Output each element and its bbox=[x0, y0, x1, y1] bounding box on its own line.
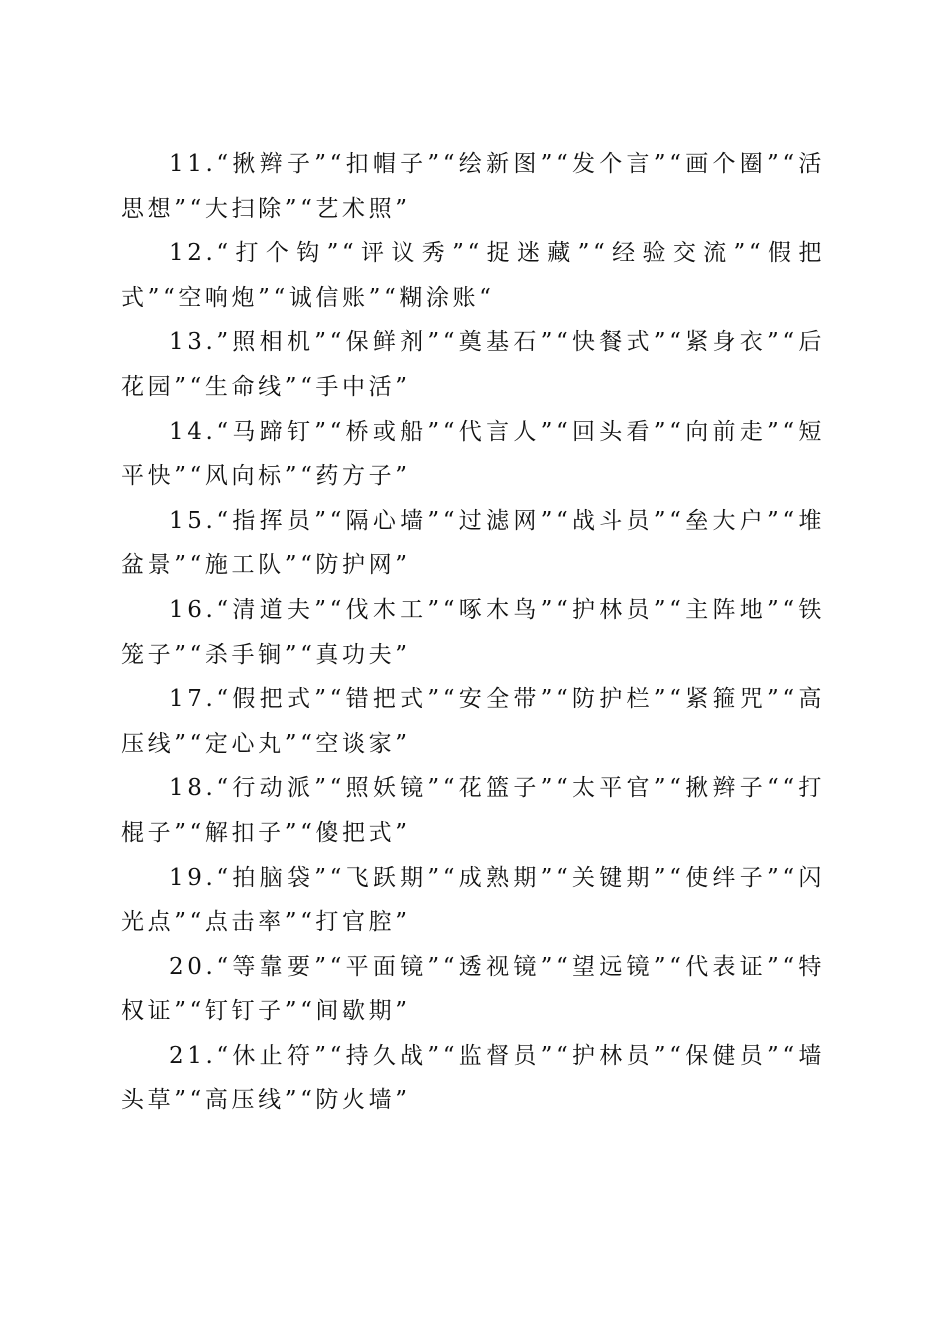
list-item-17: 17.“假把式”“错把式”“安全带”“防护栏”“紧箍咒”“高压线”“定心丸”“空谈家” bbox=[121, 686, 825, 757]
list-item-18: 18.“行动派”“照妖镜”“花篮子”“太平官”“揪辫子““打棍子”“解扣子”“傻把式” bbox=[121, 775, 825, 846]
list-item-20: 20.“等靠要”“平面镜”“透视镜”“望远镜”“代表证”“特权证”“钉钉子”“间歇期” bbox=[121, 953, 825, 1025]
list-item-14: 14.“马蹄钉”“桥或船”“代言人”“回头看”“向前走”“短平快”“风向标”“药方子” bbox=[121, 418, 825, 490]
list-item-11: 11.“揪辫子”“扣帽子”“绘新图”“发个言”“画个圈”“活思想”“大扫除”“艺术照” bbox=[121, 151, 825, 222]
list-item-12: 12.“打个钩”“评议秀”“捉迷藏”“经验交流”“假把式”“空响炮”“诚信账”“糊涂账“ bbox=[121, 240, 825, 311]
list-item-21: 21.“休止符”“持久战”“监督员”“护林员”“保健员”“墙头草”“高压线”“防火墙” bbox=[121, 1042, 825, 1114]
document-body bbox=[121, 142, 825, 1123]
list-item-13: 13.”照相机”“保鲜剂”“奠基石”“快餐式”“紧身衣”“后花园”“生命线”“手中活” bbox=[121, 329, 825, 400]
list-item-15: 15.“指挥员”“隔心墙”“过滤网”“战斗员”“垒大户”“堆盆景”“施工队”“防护网” bbox=[121, 507, 825, 579]
list-item-16: 16.“清道夫”“伐木工”“啄木鸟”“护林员”“主阵地”“铁笼子”“杀手锏”“真功夫” bbox=[121, 596, 825, 668]
list-item-19: 19.“拍脑袋”“飞跃期”“成熟期”“关键期”“使绊子”“闪光点”“点击率”“打官腔” bbox=[121, 864, 825, 936]
